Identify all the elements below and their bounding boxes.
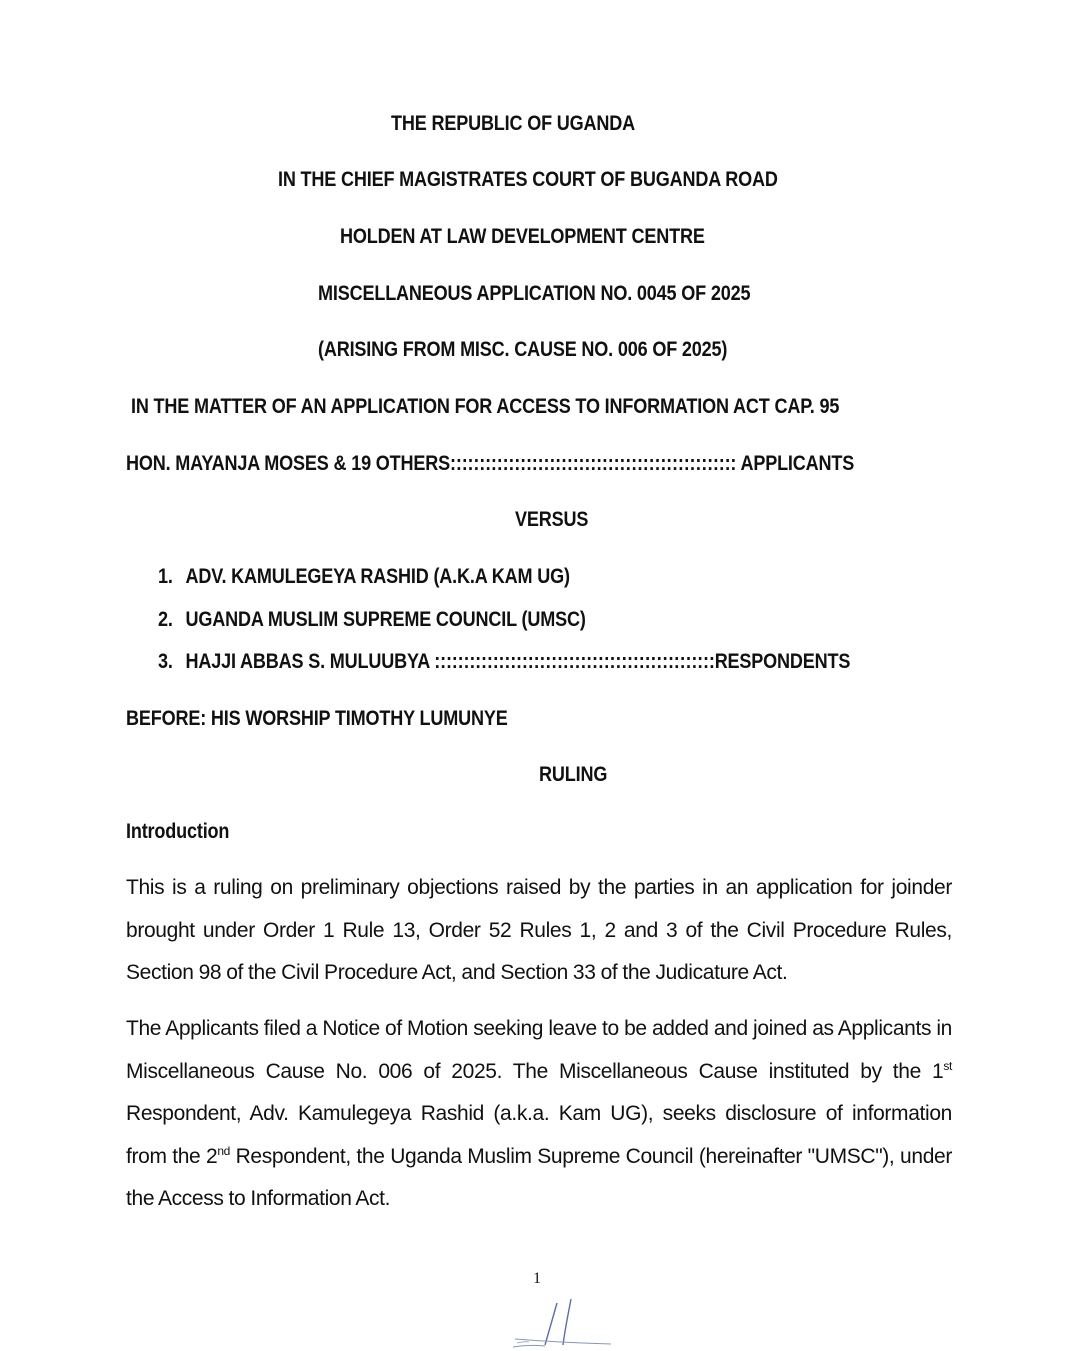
signature-mark xyxy=(505,1295,625,1351)
paragraph-1 xyxy=(126,867,952,995)
list-number: 2. xyxy=(158,608,173,631)
applicants-line: HON. MAYANJA MOSES & 19 OTHERS::::::::::::::::::::::::::::::::::::::::::::::::: APPLICANTS xyxy=(126,452,855,475)
paragraph-2-body xyxy=(126,1008,952,1221)
paragraph-1-text: This is a ruling on preliminary objections raised by the parties in an application for joinder brought under Order 1 Rule 13, Order 52 Rules 1, 2 and 3 of the Civil Procedure Rules, Section 98 of the Civil Procedure Act, and Section 33 of the Judicature Act. xyxy=(126,876,952,984)
respondent-name: HAJJI ABBAS S. MULUUBYA ::::::::::::::::::::::::::::::::::::::::::::::::RESPONDENTS xyxy=(185,650,851,673)
paragraph-2-text-c: Respondent, the Uganda Muslim Supreme Council (hereinafter "UMSC"), under the Access to Information Act. xyxy=(126,1144,952,1210)
ruling-title: RULING xyxy=(539,763,608,786)
respondent-name: UGANDA MUSLIM SUPREME COUNCIL (UMSC) xyxy=(185,608,586,631)
respondent-item xyxy=(158,608,586,632)
republic-heading: THE REPUBLIC OF UGANDA xyxy=(391,112,636,135)
respondent-item xyxy=(158,565,570,589)
respondent-item xyxy=(158,650,850,674)
ordinal-suffix: st xyxy=(943,1058,952,1073)
ordinal-suffix: nd xyxy=(217,1143,230,1158)
court-heading: IN THE CHIEF MAGISTRATES COURT OF BUGANDA ROAD xyxy=(278,168,778,191)
list-number: 3. xyxy=(158,650,173,673)
list-number: 1. xyxy=(158,565,173,588)
versus-label: VERSUS xyxy=(515,508,589,531)
application-number: MISCELLANEOUS APPLICATION NO. 0045 OF 2025 xyxy=(318,282,751,305)
before-line: BEFORE: HIS WORSHIP TIMOTHY LUMUNYE xyxy=(126,707,508,730)
respondent-name: ADV. KAMULEGEYA RASHID (A.K.A KAM UG) xyxy=(185,565,570,588)
holden-heading: HOLDEN AT LAW DEVELOPMENT CENTRE xyxy=(340,225,705,248)
paragraph-2-text-b: Respondent, Adv. Kamulegeya Rashid (a.k.a. Kam UG), seeks disclosure of information from the 2 xyxy=(126,1102,952,1168)
paragraph-2 xyxy=(126,1008,952,1221)
introduction-heading: Introduction xyxy=(126,820,230,843)
paragraph-2-text-a: The Applicants filed a Notice of Motion seeking leave to be added and joined as Applicants in Miscellaneous Cause No. 006 of 2025. The Miscellaneous Cause instituted by the 1 xyxy=(126,1017,952,1083)
page-number: 1 xyxy=(533,1270,541,1287)
arising-from: (ARISING FROM MISC. CAUSE NO. 006 OF 2025) xyxy=(318,338,728,361)
matter-heading: IN THE MATTER OF AN APPLICATION FOR ACCESS TO INFORMATION ACT CAP. 95 xyxy=(131,395,840,418)
